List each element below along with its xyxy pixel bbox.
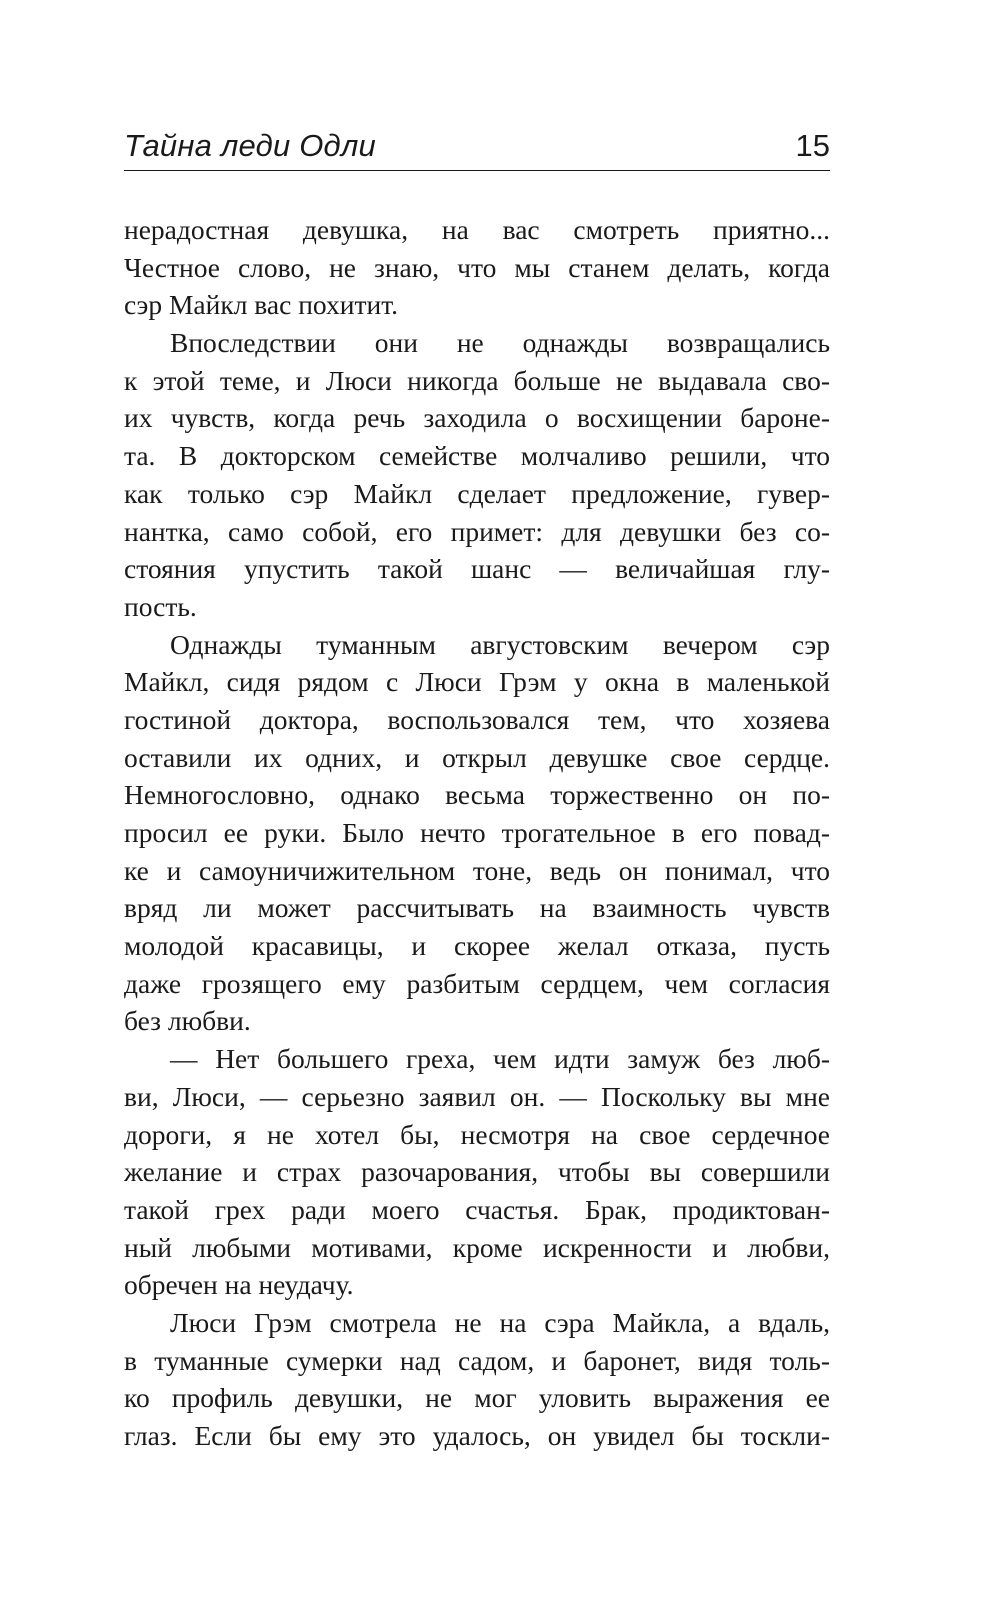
text-line: без любви.: [124, 1005, 251, 1037]
text-line: гостиной доктора, воспользовался тем, что хозяева: [124, 703, 830, 735]
page-number: 15: [795, 128, 830, 163]
text-line: к этой теме, и Люси никогда больше не выдавала сво-: [124, 364, 830, 396]
text-line: даже грозящего ему разбитым сердцем, чем согласия: [124, 967, 830, 999]
text-line: глаз. Если бы ему это удалось, он увидел бы тоскли-: [124, 1420, 830, 1451]
running-head: [124, 118, 830, 171]
text-line: как только сэр Майкл сделает предложение, гувер-: [124, 477, 830, 509]
text-line: дороги, я не хотел бы, несмотря на свое сердечное: [124, 1118, 830, 1150]
text-line: та. В докторском семействе молчаливо решили, что: [124, 440, 830, 472]
text-line: вряд ли может рассчитывать на взаимность чувств: [124, 892, 830, 924]
text-line: Немногословно, однако весьма торжественно он по-: [124, 779, 830, 811]
paragraph: [124, 626, 830, 1041]
paragraph: [124, 211, 830, 324]
text-line: такой грех ради моего счастья. Брак, продиктован-: [124, 1193, 830, 1225]
text-line: Майкл, сидя рядом с Люси Грэм у окна в маленькой: [124, 666, 830, 698]
text-line: Честное слово, не знаю, что мы станем делать, когда: [124, 251, 830, 283]
text-line: просил ее руки. Было нечто трогательное в его повад-: [124, 817, 830, 848]
text-line: Впоследствии они не однажды возвращались: [170, 327, 830, 359]
text-line: обречен на неудачу.: [124, 1269, 354, 1301]
book-title: Тайна леди Одли: [124, 128, 376, 163]
text-line: желание и страх разочарования, чтобы вы совершили: [124, 1156, 830, 1188]
body-text: [124, 211, 830, 1455]
text-line: ко профиль девушки, не мог уловить выражения ее: [124, 1382, 830, 1414]
text-line: пость.: [124, 590, 197, 622]
text-line: нантка, само собой, его примет: для девушки без со-: [124, 515, 830, 547]
text-line: оставили их одних, и открыл девушке свое сердце.: [124, 741, 830, 773]
paragraph: [124, 1304, 830, 1455]
text-line: стояния упустить такой шанс — величайшая глу-: [124, 553, 830, 585]
paragraph: [124, 1040, 830, 1304]
text-line: ке и самоуничижительном тоне, ведь он понимал, что: [124, 854, 830, 886]
paragraph: [124, 324, 830, 626]
text-line: ный любыми мотивами, кроме искренности и любви,: [124, 1231, 830, 1263]
book-page: [124, 118, 830, 1455]
text-line: нерадостная девушка, на вас смотреть приятно...: [124, 214, 830, 245]
text-line: ви, Люси, — серьезно заявил он. — Поскольку вы мне: [124, 1080, 830, 1112]
text-line: молодой красавицы, и скорее желал отказа, пусть: [124, 930, 830, 962]
text-line: их чувств, когда речь заходила о восхищении бароне-: [124, 402, 830, 434]
text-line: сэр Майкл вас похитит.: [124, 289, 399, 321]
text-line: Однажды туманным августовским вечером сэр: [170, 628, 830, 660]
text-line: Люси Грэм смотрела не на сэра Майкла, а вдаль,: [170, 1306, 830, 1338]
text-line: в туманные сумерки над садом, и баронет, видя толь-: [124, 1344, 830, 1376]
text-line: — Нет большего греха, чем идти замуж без люб-: [170, 1043, 830, 1075]
